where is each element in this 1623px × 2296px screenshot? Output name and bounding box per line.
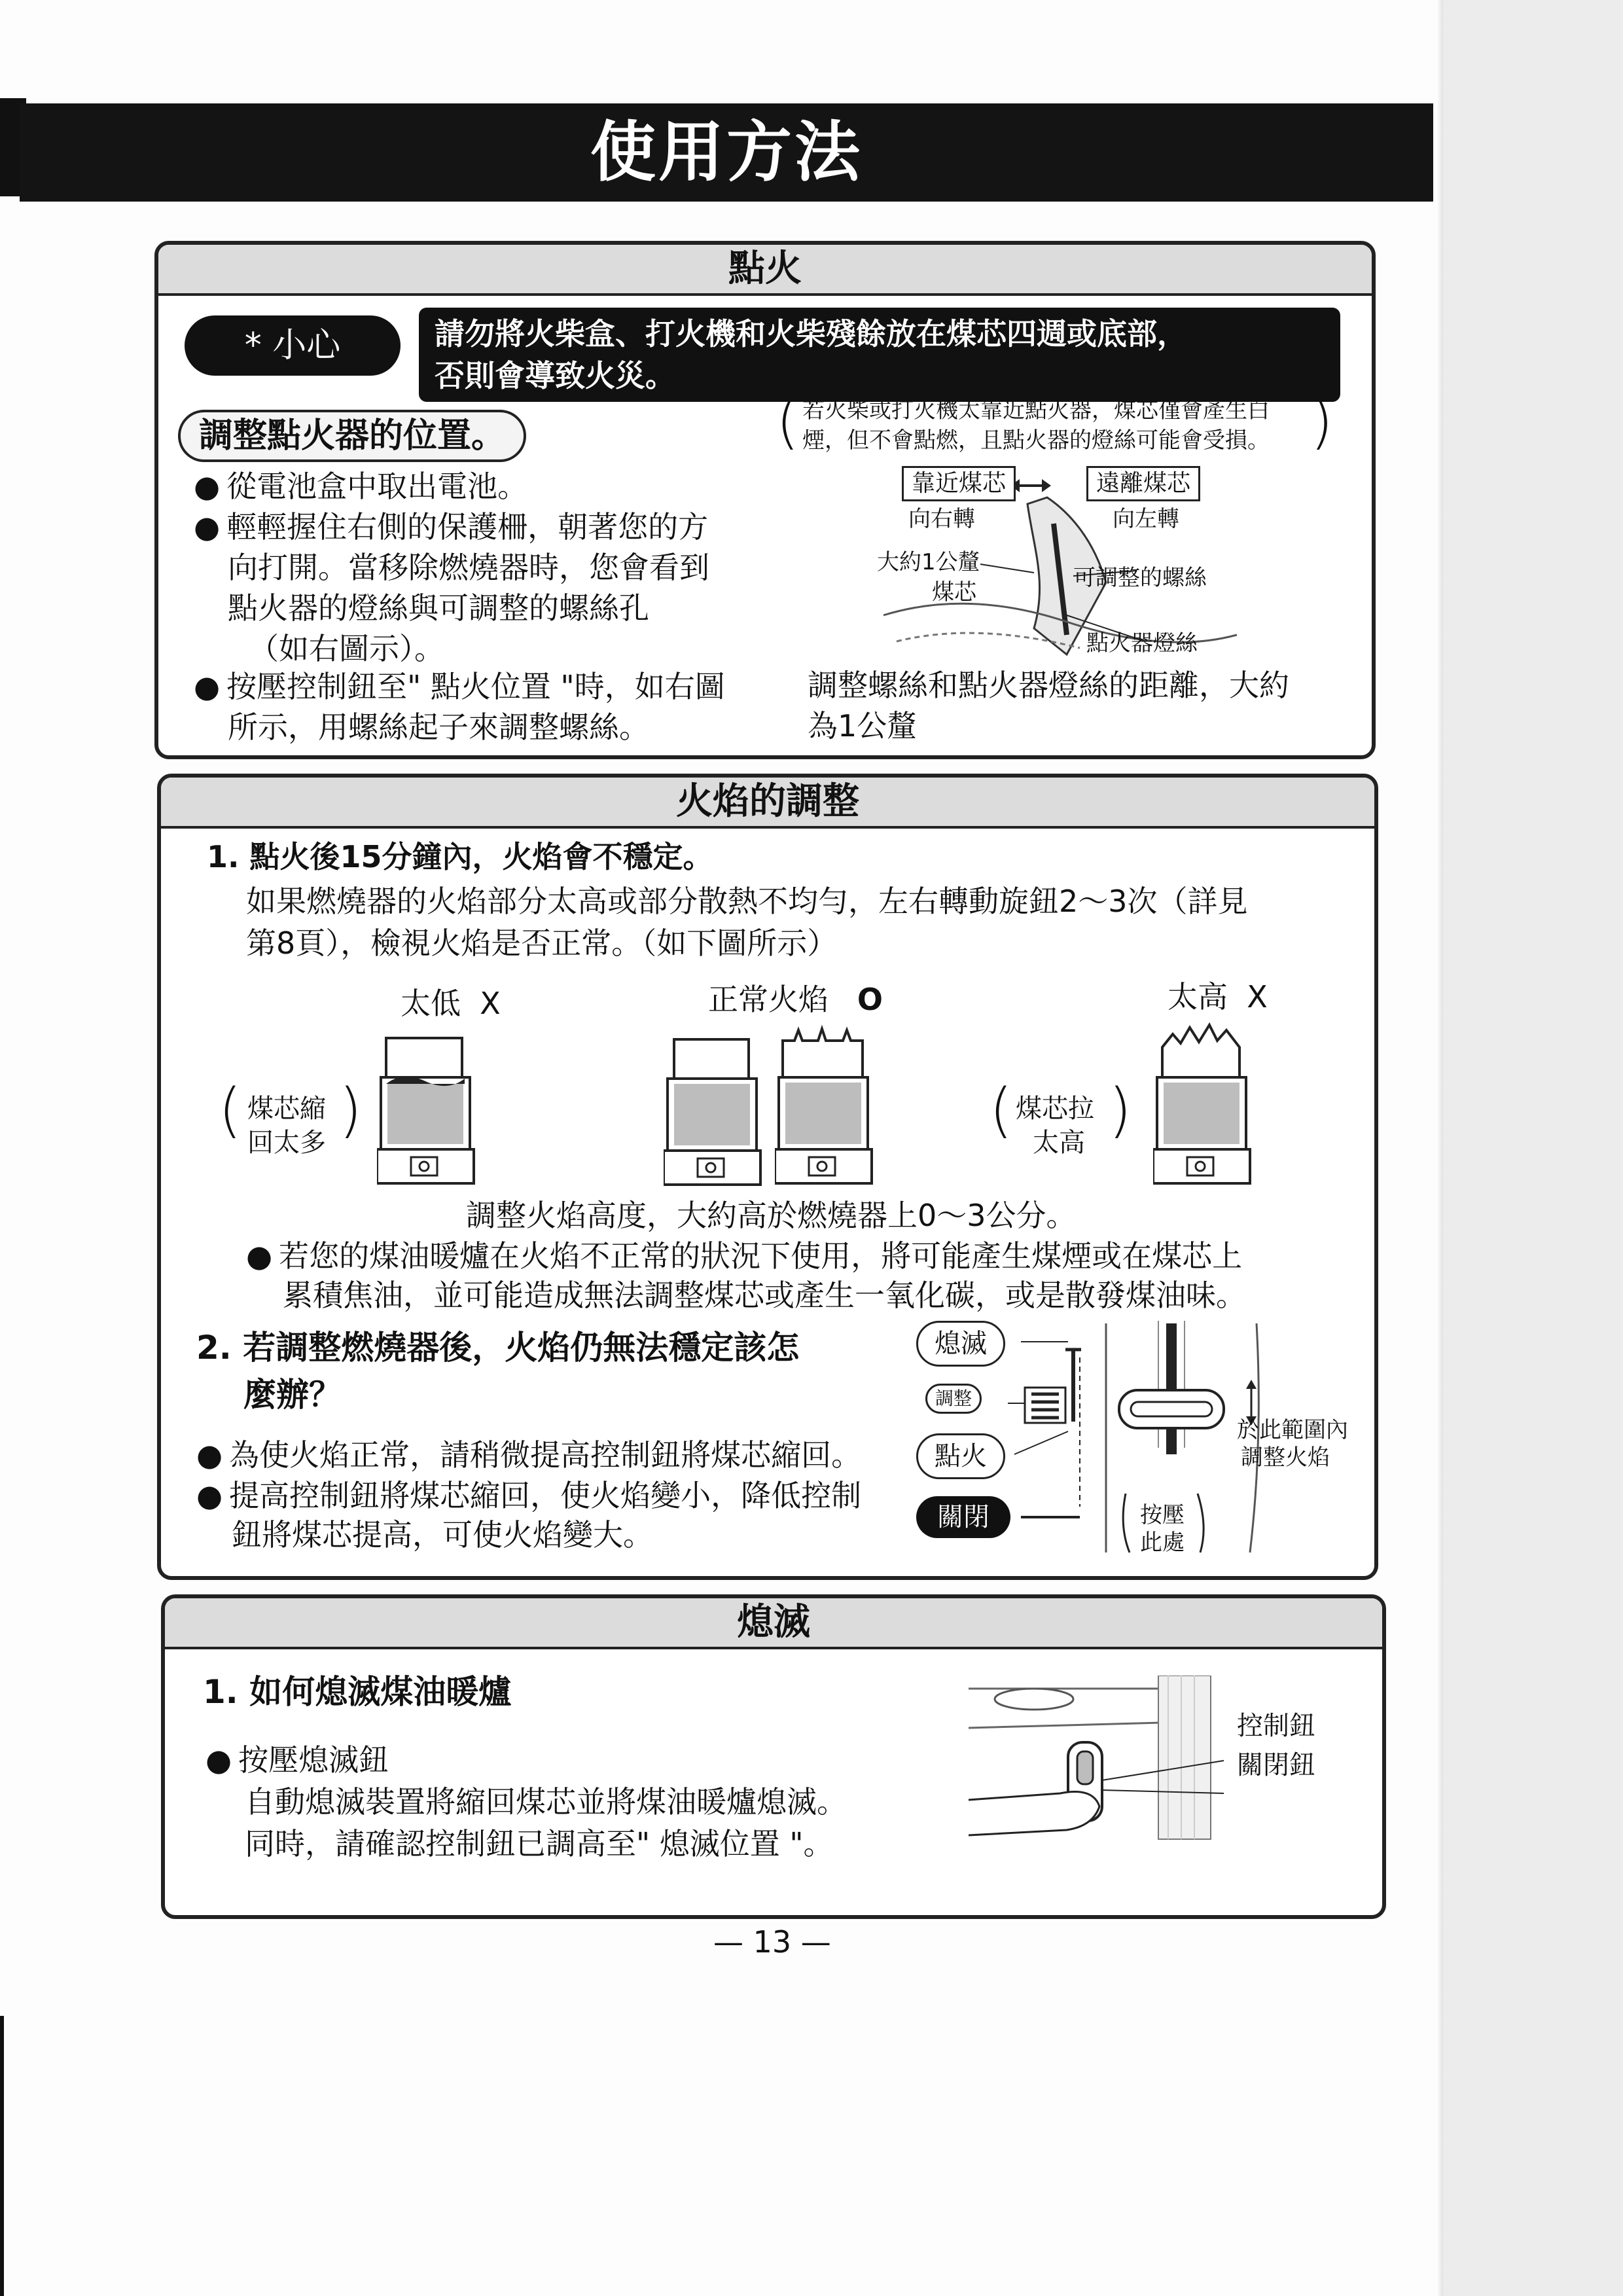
leader-ignite — [1014, 1431, 1068, 1454]
caution-label: * 小心 — [185, 315, 401, 376]
note-bracket-right: ) — [1310, 387, 1334, 456]
too-high-text: 太高 — [1168, 979, 1228, 1014]
farther-label: 遠離煤芯 — [1086, 466, 1200, 501]
extinguish-header: 熄滅 — [165, 1598, 1382, 1649]
flame-item-1-title: 1. 點火後15分鐘內，火焰會不穩定。 — [207, 839, 713, 874]
ignition-bullet-2-line-4: （如右圖示）。 — [249, 631, 444, 666]
dial-press-2: 此處 — [1140, 1530, 1185, 1556]
dial-range-2: 調整火焰 — [1241, 1444, 1330, 1471]
control-knob-icon — [1119, 1390, 1224, 1428]
caution-box — [419, 308, 1340, 402]
heater-side-grille — [1158, 1676, 1211, 1839]
flame-item-2-bullet-2: ● 提高控制鈕將煤芯縮回，使火焰變小，降低控制 — [196, 1474, 861, 1517]
dial-ignite: 點火 — [916, 1433, 1005, 1479]
wick-raised-1: 煤芯拉 — [1016, 1094, 1094, 1124]
pressing-hand-graphic — [969, 1792, 1099, 1836]
wick-label: 煤芯 — [932, 579, 976, 605]
mark-x-icon: X — [480, 986, 501, 1021]
flame-item-1-body-1: 如果燃燒器的火焰部分太高或部分散熱不均勻，左右轉動旋鈕2～3次（詳見 — [246, 884, 1248, 919]
extinguish-bullet: ● 按壓熄滅鈕 — [205, 1738, 389, 1782]
control-knob-label: 控制鈕 — [1237, 1711, 1315, 1741]
dial-adjust: 調整 — [925, 1384, 982, 1414]
too-high-label — [1168, 975, 1268, 1018]
heater-normal-1 — [664, 1026, 762, 1189]
flame-item-2-bullet-1: ● 為使火焰正常，請稍微提高控制鈕將煤芯縮回。 — [196, 1433, 861, 1477]
turn-right-label: 向右轉 — [908, 506, 975, 532]
dial-off: 關閉 — [916, 1496, 1010, 1538]
distance-note-1: 調整螺絲和點火器燈絲的距離，大約 — [808, 668, 1289, 703]
dial-extinguish: 熄滅 — [916, 1321, 1005, 1367]
flame-warning-1: ● 若您的煤油暖爐在火焰不正常的狀況下使用，將可能產生煤煙或在煤芯上 — [246, 1234, 1242, 1278]
page-title: 使用方法 — [590, 114, 863, 190]
heater-normal-2 — [775, 1021, 873, 1189]
flame-item-2-title-1: 2. 若調整燃燒器後，火焰仍無法穩定該怎 — [196, 1329, 800, 1367]
flame-header: 火焰的調整 — [161, 778, 1374, 829]
extinguish-body-1: 自動熄滅裝置將縮回煤芯並將煤油暖爐熄滅。 — [245, 1784, 847, 1820]
page-number: — 13 — — [713, 1924, 831, 1960]
wick-retracted-1: 煤芯縮 — [247, 1094, 326, 1124]
flame-item-2-bullet-2-line-2: 鈕將煤芯提高，可使火焰變大。 — [232, 1517, 653, 1552]
heater-too-low — [377, 1031, 475, 1189]
extinguish-item-1-title: 1. 如何熄滅煤油暖爐 — [203, 1673, 512, 1711]
wick-retracted-2: 回太多 — [247, 1128, 326, 1158]
title-bar — [20, 103, 1433, 202]
leader-1mm — [980, 564, 1034, 573]
ignition-bullet-2: ● 輕輕握住右側的保護柵，朝著您的方 — [194, 505, 708, 548]
ignition-note-2: 煙，但不會點燃，且點火器的燈絲可能會受損。 — [802, 427, 1270, 454]
retracted-bracket-right: ) — [339, 1076, 363, 1145]
ignition-subheading: 調整點火器的位置。 — [178, 410, 526, 462]
dial-range-1: 於此範圍內 — [1237, 1417, 1348, 1443]
adjustable-screw-label: 可調整的螺絲 — [1073, 565, 1207, 591]
flame-warning-2: 累積焦油，並可能造成無法調整煤芯或產生一氧化碳，或是散發煤油味。 — [283, 1278, 1246, 1313]
flame-item-1-body-2: 第8頁），檢視火焰是否正常。（如下圖所示） — [246, 925, 838, 961]
note-bracket-left: ( — [776, 387, 800, 456]
wick-raised-2: 太高 — [1033, 1128, 1085, 1158]
scan-margin — [1443, 0, 1623, 2296]
raised-bracket-left: ( — [990, 1076, 1013, 1145]
caution-text-2: 否則會導致火災。 — [435, 358, 675, 393]
distance-note-2: 為1公釐 — [808, 708, 918, 744]
raised-bracket-right: ) — [1109, 1076, 1132, 1145]
ignition-note-1: 若火柴或打火機太靠近點火器，煤芯僅會產生白 — [802, 397, 1270, 423]
extinguish-diagram — [962, 1676, 1237, 1846]
page-number-value: 13 — [753, 1924, 792, 1960]
approx-1mm-label: 大約1公釐 — [877, 549, 980, 575]
ignition-bullet-2-line-3: 點火器的燈絲與可調整的螺絲孔 — [228, 590, 649, 626]
ignition-header: 點火 — [158, 245, 1372, 296]
normal-text: 正常火焰 — [708, 982, 829, 1017]
turn-left-label: 向左轉 — [1113, 506, 1179, 532]
flame-height-note: 調整火焰高度，大約高於燃燒器上0～3公分。 — [466, 1198, 1077, 1233]
ignition-bullet-3-line-2: 所示，用螺絲起子來調整螺絲。 — [228, 709, 649, 745]
arrow-right-head-icon — [1042, 479, 1051, 492]
too-low-text: 太低 — [401, 986, 461, 1021]
retracted-bracket-left: ( — [219, 1076, 242, 1145]
ignition-bullet-3: ● 按壓控制鈕至" 點火位置 "時，如右圖 — [194, 665, 725, 708]
dial-press-1: 按壓 — [1140, 1502, 1185, 1528]
off-button-label: 關閉鈕 — [1237, 1750, 1315, 1780]
binding-line — [0, 2016, 4, 2296]
igniter-filament-label: 點火器燈絲 — [1086, 630, 1198, 656]
too-low-label — [401, 982, 501, 1025]
ignition-bullet-1: ● 從電池盒中取出電池。 — [194, 465, 527, 508]
flame-item-2-title-2: 麼辦？ — [243, 1376, 342, 1414]
mark-o-icon: O — [857, 982, 883, 1017]
extinguish-body-2: 同時，請確認控制鈕已調高至" 熄滅位置 "。 — [245, 1826, 834, 1861]
heater-too-high — [1153, 1021, 1251, 1189]
closer-label: 靠近煤芯 — [902, 466, 1016, 501]
ignition-bullet-2-line-2: 向打開。當移除燃燒器時，您會看到 — [228, 550, 709, 585]
slot-top-bar — [1166, 1323, 1177, 1389]
normal-label — [708, 978, 883, 1021]
mark-x-icon-2: X — [1247, 979, 1268, 1014]
caution-text-1: 請勿將火柴盒、打火機和火柴殘餘放在煤芯四週或底部， — [435, 316, 1187, 351]
